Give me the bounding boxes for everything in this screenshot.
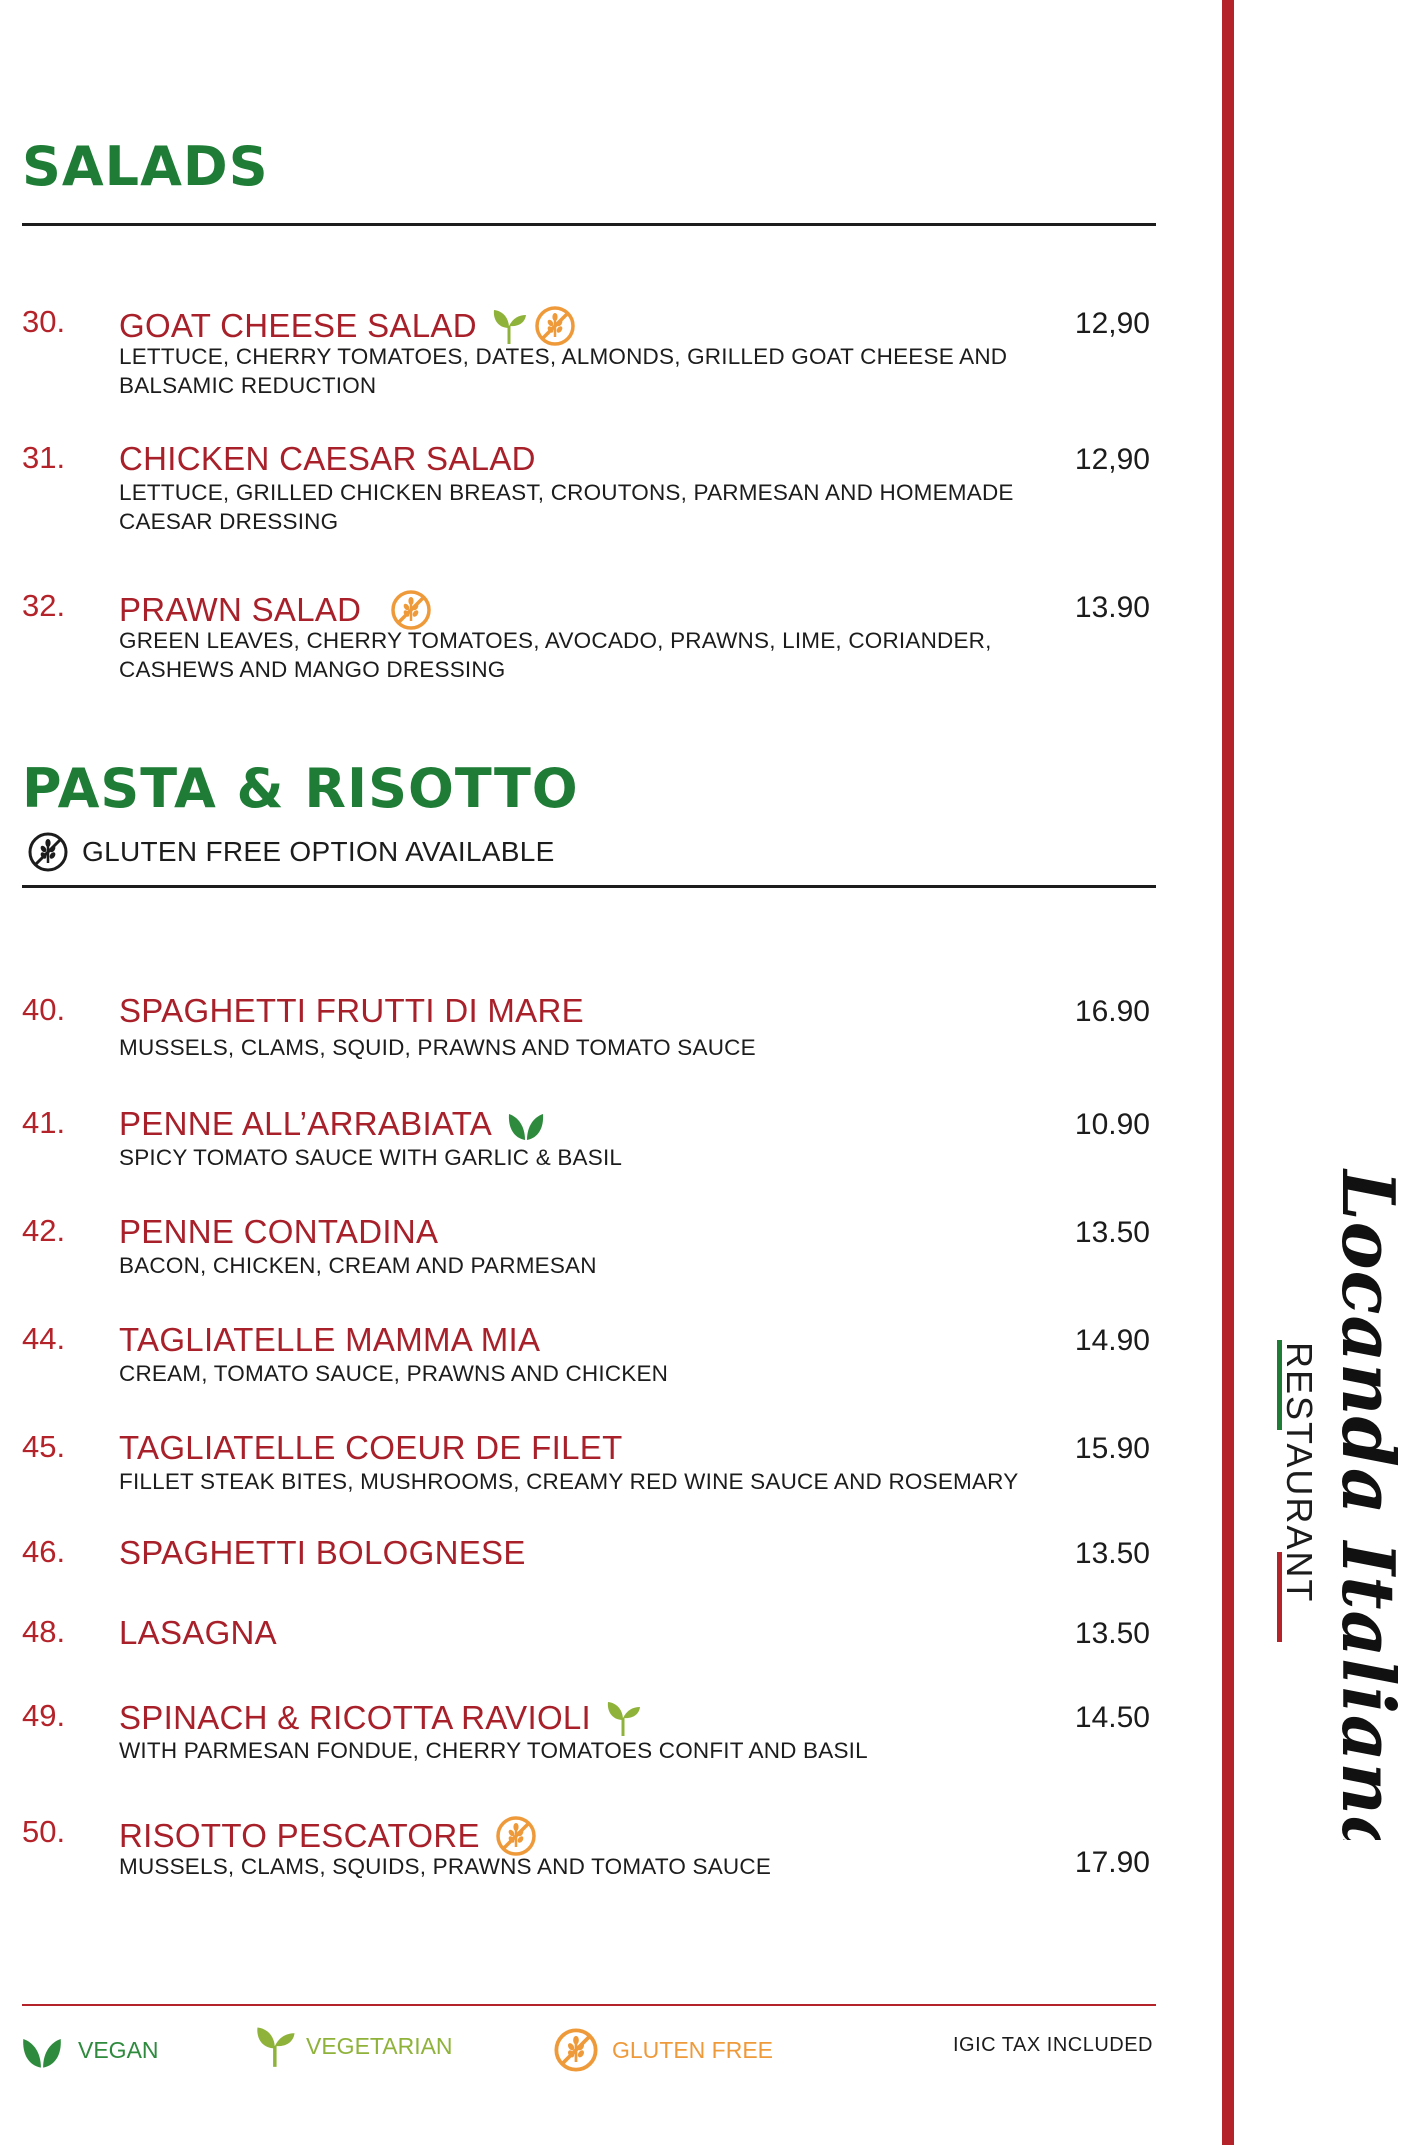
item-number: 32. [22, 588, 66, 623]
item-price: 15.90 [1074, 1432, 1150, 1465]
item-number: 40. [22, 992, 66, 1027]
item-number: 50. [22, 1814, 66, 1849]
logo-mark [1265, 1160, 1425, 1840]
item-name [119, 1321, 540, 1359]
item-name [119, 1534, 526, 1572]
item-price: 16.90 [1074, 995, 1150, 1028]
item-name-text: TAGLIATELLE COEUR DE FILET [119, 1429, 623, 1466]
vegetarian-icon [491, 306, 529, 346]
item-name-text: PRAWN SALAD [119, 591, 362, 628]
gluten-free-note-text: GLUTEN FREE OPTION AVAILABLE [82, 836, 555, 867]
item-number: 30. [22, 304, 66, 339]
item-description: LETTUCE, GRILLED CHICKEN BREAST, CROUTONS, PARMESAN AND HOMEMADE CAESAR DRESSING [119, 480, 1014, 534]
diet-legend [0, 2022, 1180, 2082]
legend-vegetarian [254, 2022, 453, 2070]
menu-item [22, 992, 1156, 1112]
item-name [119, 1105, 546, 1143]
item-description: SPICY TOMATO SAUCE WITH GARLIC & BASIL [119, 1145, 623, 1170]
item-number: 42. [22, 1213, 66, 1248]
item-name-text: SPINACH & RICOTTA RAVIOLI [119, 1699, 592, 1736]
legend-gluten-free-label: GLUTEN FREE [612, 2036, 774, 2063]
item-number: 44. [22, 1321, 66, 1356]
legend-gluten-free [552, 2026, 773, 2074]
diet-icons [506, 1106, 546, 1142]
item-name [119, 1614, 277, 1652]
item-name [119, 1213, 438, 1251]
item-name-text: CHICKEN CAESAR SALAD [119, 440, 536, 477]
side-stripe [1222, 0, 1234, 2145]
item-description: LETTUCE, CHERRY TOMATOES, DATES, ALMONDS, GRILLED GOAT CHEESE AND BALSAMIC REDUCTION [119, 344, 1008, 398]
item-price: 14.50 [1074, 1701, 1150, 1734]
item-number: 46. [22, 1534, 66, 1569]
item-description: CREAM, TOMATO SAUCE, PRAWNS AND CHICKEN [119, 1361, 669, 1386]
vegetarian-icon [605, 1698, 643, 1738]
menu-item [22, 1213, 1156, 1333]
item-name [119, 992, 584, 1030]
item-name [119, 1429, 623, 1467]
menu-item [22, 1698, 1156, 1818]
item-number: 31. [22, 440, 66, 475]
item-price: 10.90 [1074, 1108, 1150, 1141]
item-name-text: PENNE ALL’ARRABIATA [119, 1105, 493, 1142]
divider [22, 223, 1156, 226]
item-number: 45. [22, 1429, 66, 1464]
item-price: 14.90 [1074, 1324, 1150, 1357]
item-number: 49. [22, 1698, 66, 1733]
vegetarian-icon [254, 2022, 298, 2070]
restaurant-logo [1265, 1160, 1425, 1840]
item-description: GREEN LEAVES, CHERRY TOMATOES, AVOCADO, PRAWNS, LIME, CORIANDER, CASHEWS AND MANGO DRESSING [119, 628, 992, 682]
item-description: FILLET STEAK BITES, MUSHROOMS, CREAMY RED WINE SAUCE AND ROSEMARY [119, 1469, 1019, 1494]
legend-vegan-label: VEGAN [78, 2036, 159, 2063]
logo-restaurant-text: RESTAURANT [1279, 1342, 1320, 1604]
menu-item [22, 304, 1156, 424]
item-price: 17.90 [1074, 1846, 1150, 1879]
menu-item [22, 1321, 1156, 1441]
vegan-icon [506, 1106, 546, 1142]
item-description: BACON, CHICKEN, CREAM AND PARMESAN [119, 1253, 597, 1278]
logo-script-text: Locanda Italiana [1326, 1170, 1411, 1840]
vegan-icon [20, 2030, 64, 2070]
item-description: WITH PARMESAN FONDUE, CHERRY TOMATOES CONFIT AND BASIL [119, 1738, 868, 1763]
menu-item [22, 588, 1156, 708]
item-price: 13.50 [1074, 1216, 1150, 1249]
item-number: 48. [22, 1614, 66, 1649]
gluten-free-note [26, 830, 555, 874]
menu-item [22, 1429, 1156, 1549]
legend-vegetarian-label: VEGETARIAN [306, 2032, 453, 2059]
item-name-text: SPAGHETTI BOLOGNESE [119, 1534, 526, 1571]
menu-item [22, 1814, 1156, 1934]
gluten-free-icon [552, 2026, 600, 2074]
item-name-text: RISOTTO PESCATORE [119, 1817, 480, 1854]
diet-icons [605, 1698, 643, 1738]
item-name-text: PENNE CONTADINA [119, 1213, 439, 1250]
footer-divider [22, 2004, 1156, 2006]
legend-vegan [20, 2030, 159, 2070]
divider [22, 885, 1156, 888]
menu-item [22, 440, 1156, 560]
item-price: 13.50 [1074, 1617, 1150, 1650]
item-price: 12,90 [1074, 307, 1150, 340]
item-name [119, 1698, 643, 1738]
item-description: MUSSELS, CLAMS, SQUIDS, PRAWNS AND TOMATO SAUCE [119, 1854, 772, 1879]
menu-item [22, 1105, 1156, 1225]
item-description: MUSSELS, CLAMS, SQUID, PRAWNS AND TOMATO SAUCE [119, 1035, 756, 1060]
item-price: 13.50 [1074, 1537, 1150, 1570]
item-price: 12,90 [1074, 443, 1150, 476]
tax-note: IGIC TAX INCLUDED [952, 2034, 1153, 2056]
gluten-free-option-icon [26, 830, 70, 874]
item-name-text: LASAGNA [119, 1614, 277, 1651]
section-title-salads: SALADS [22, 135, 269, 198]
item-name-text: GOAT CHEESE SALAD [119, 307, 477, 344]
item-name-text: SPAGHETTI FRUTTI DI MARE [119, 992, 584, 1029]
item-number: 41. [22, 1105, 66, 1140]
item-name-text: TAGLIATELLE MAMMA MIA [119, 1321, 541, 1358]
section-title-pasta-risotto: PASTA & RISOTTO [22, 757, 579, 820]
item-price: 13.90 [1074, 591, 1150, 624]
item-name [119, 440, 536, 478]
